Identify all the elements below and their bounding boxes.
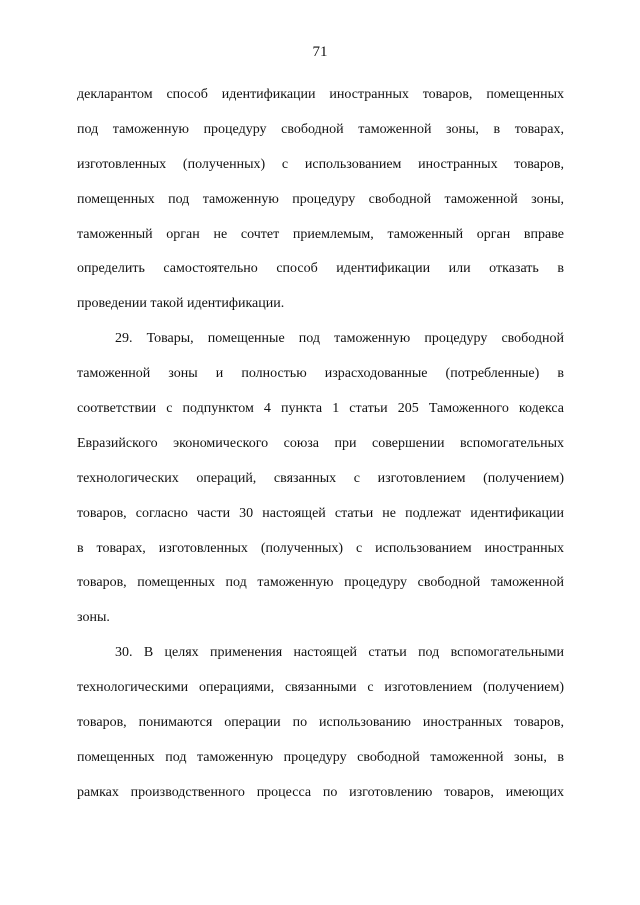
page-number: 71	[312, 44, 328, 60]
text-line: рамках производственного процесса по изготовлению товаров, имеющих	[77, 784, 564, 800]
body-text	[77, 78, 564, 811]
text-line: помещенных под таможенную процедуру свободной таможенной зоны, в	[77, 749, 564, 765]
text-line: в товарах, изготовленных (полученных) с использованием иностранных	[77, 540, 564, 556]
text-line: таможенный орган не сочтет приемлемым, таможенный орган вправе	[77, 226, 564, 242]
text-line: проведении такой идентификации.	[77, 296, 285, 312]
text-line: изготовленных (полученных) с использованием иностранных товаров,	[77, 156, 564, 172]
text-line: технологических операций, связанных с изготовлением (получением)	[77, 470, 564, 486]
text-line: помещенных под таможенную процедуру свободной таможенной зоны,	[77, 191, 564, 207]
text-line: товаров, помещенных под таможенную процедуру свободной таможенной	[77, 575, 564, 591]
text-line: под таможенную процедуру свободной таможенной зоны, в товарах,	[77, 121, 564, 137]
text-line: декларантом способ идентификации иностранных товаров, помещенных	[77, 87, 564, 102]
text-line: 29. Товары, помещенные под таможенную процедуру свободной	[115, 331, 564, 347]
text-line: таможенной зоны и полностью израсходованные (потребленные) в	[77, 366, 564, 382]
text-line: зоны.	[77, 610, 110, 626]
text-line: технологическими операциями, связанными с изготовлением (получением)	[77, 680, 564, 696]
text-line: Евразийского экономического союза при совершении вспомогательных	[77, 435, 564, 451]
text-line: 30. В целях применения настоящей статьи под вспомогательными	[115, 645, 564, 661]
text-line: определить самостоятельно способ идентификации или отказать в	[77, 261, 564, 277]
text-line: товаров, понимаются операции по использованию иностранных товаров,	[77, 715, 564, 731]
text-line: соответствии с подпунктом 4 пункта 1 статьи 205 Таможенного кодекса	[77, 401, 564, 417]
text-line: товаров, согласно части 30 настоящей статьи не подлежат идентификации	[77, 505, 564, 521]
